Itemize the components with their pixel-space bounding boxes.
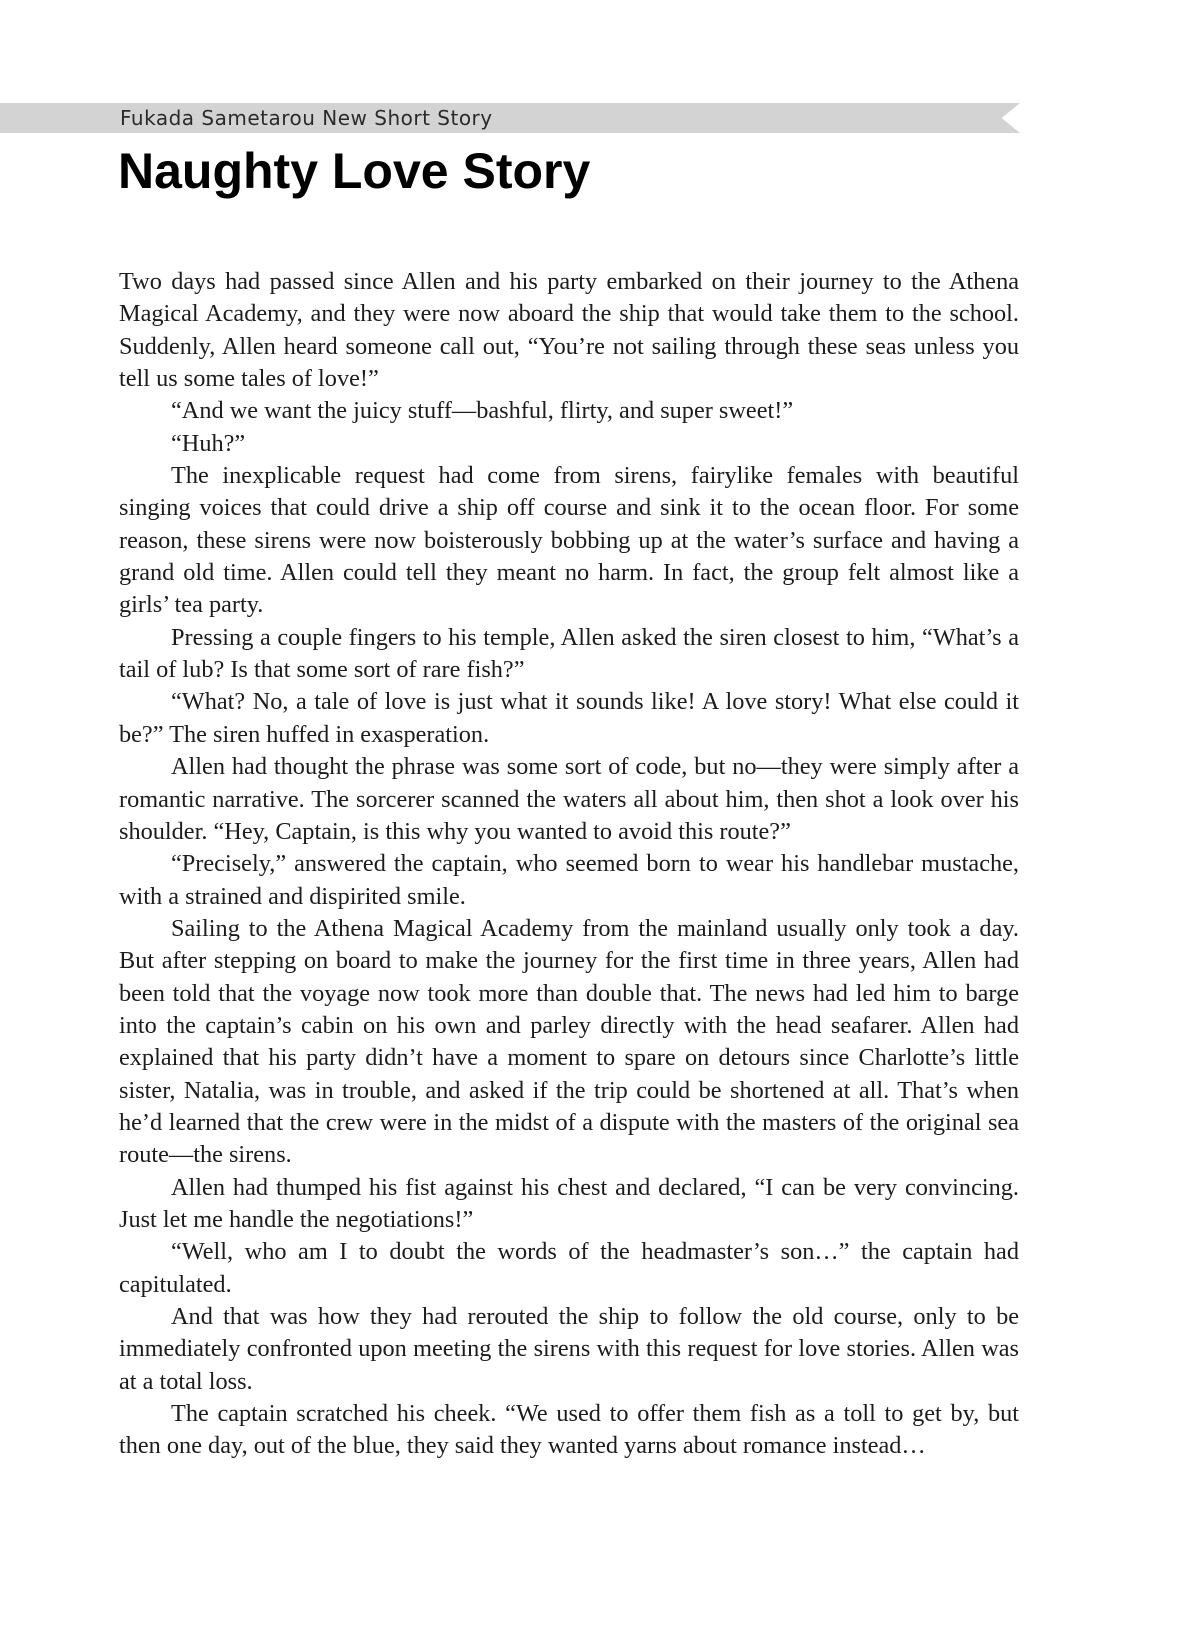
- paragraph: “Huh?”: [171, 429, 246, 457]
- paragraph: Allen had thumped his fist against his chest and declared, “I can be very convincing. Just let me handle the negotiations!”: [119, 1173, 1019, 1233]
- paragraph: Two days had passed since Allen and his party embarked on their journey to the Athena Magical Academy, and they were now aboard the ship that would take them to the school. Suddenly, Allen heard someone call out, “You’re not sailing through these seas unless you tell us some tales of love!”: [119, 268, 1019, 393]
- story-title: Naughty Love Story: [118, 143, 591, 199]
- paragraph: “Well, who am I to doubt the words of the headmaster’s son…” the captain had capitulated.: [119, 1238, 1019, 1298]
- paragraph: “Precisely,” answered the captain, who seemed born to wear his handlebar mustache, with a strained and dispirited smile.: [119, 850, 1019, 910]
- paragraph: The captain scratched his cheek. “We used to offer them fish as a toll to get by, but then one day, out of the blue, they said they wanted yarns about romance instead…: [119, 1400, 1019, 1460]
- paragraph: Sailing to the Athena Magical Academy from the mainland usually only took a day. But after stepping on board to make the journey for the first time in three years, Allen had been told that the voyage now took more than double that. The news had led him to barge into the captain’s cabin on his own and parley directly with the head seafarer. Allen had explained that his party didn’t have a moment to spare on detours since Charlotte’s little sister, Natalia, was in trouble, and asked if the trip could be shortened at all. That’s when he’d learned that the crew were in the midst of a dispute with the masters of the original sea route—the sirens.: [119, 914, 1019, 1169]
- paragraph: The inexplicable request had come from sirens, fairylike females with beautiful singing voices that could drive a ship off course and sink it to the ocean floor. For some reason, these sirens were now boisterously bobbing up at the water’s surface and having a grand old time. Allen could tell they meant no harm. In fact, the group felt almost like a girls’ tea party.: [119, 462, 1019, 619]
- story-body: [119, 266, 1019, 1463]
- series-label: Fukada Sametarou New Short Story: [120, 106, 493, 130]
- paragraph: Pressing a couple fingers to his temple, Allen asked the siren closest to him, “What’s a tail of lub? Is that some sort of rare fish?”: [119, 623, 1019, 684]
- paragraph: “What? No, a tale of love is just what it sounds like! A love story! What else could it be?” The siren huffed in exasperation.: [119, 688, 1019, 748]
- paragraph: “And we want the juicy stuff—bashful, flirty, and super sweet!”: [171, 397, 794, 425]
- paragraph: And that was how they had rerouted the ship to follow the old course, only to be immediately confronted upon meeting the sirens with this request for love stories. Allen was at a total loss.: [119, 1303, 1019, 1395]
- paragraph: Allen had thought the phrase was some sort of code, but no—they were simply after a romantic narrative. The sorcerer scanned the waters all about him, then shot a look over his shoulder. “Hey, Captain, is this why you wanted to avoid this route?”: [119, 753, 1019, 845]
